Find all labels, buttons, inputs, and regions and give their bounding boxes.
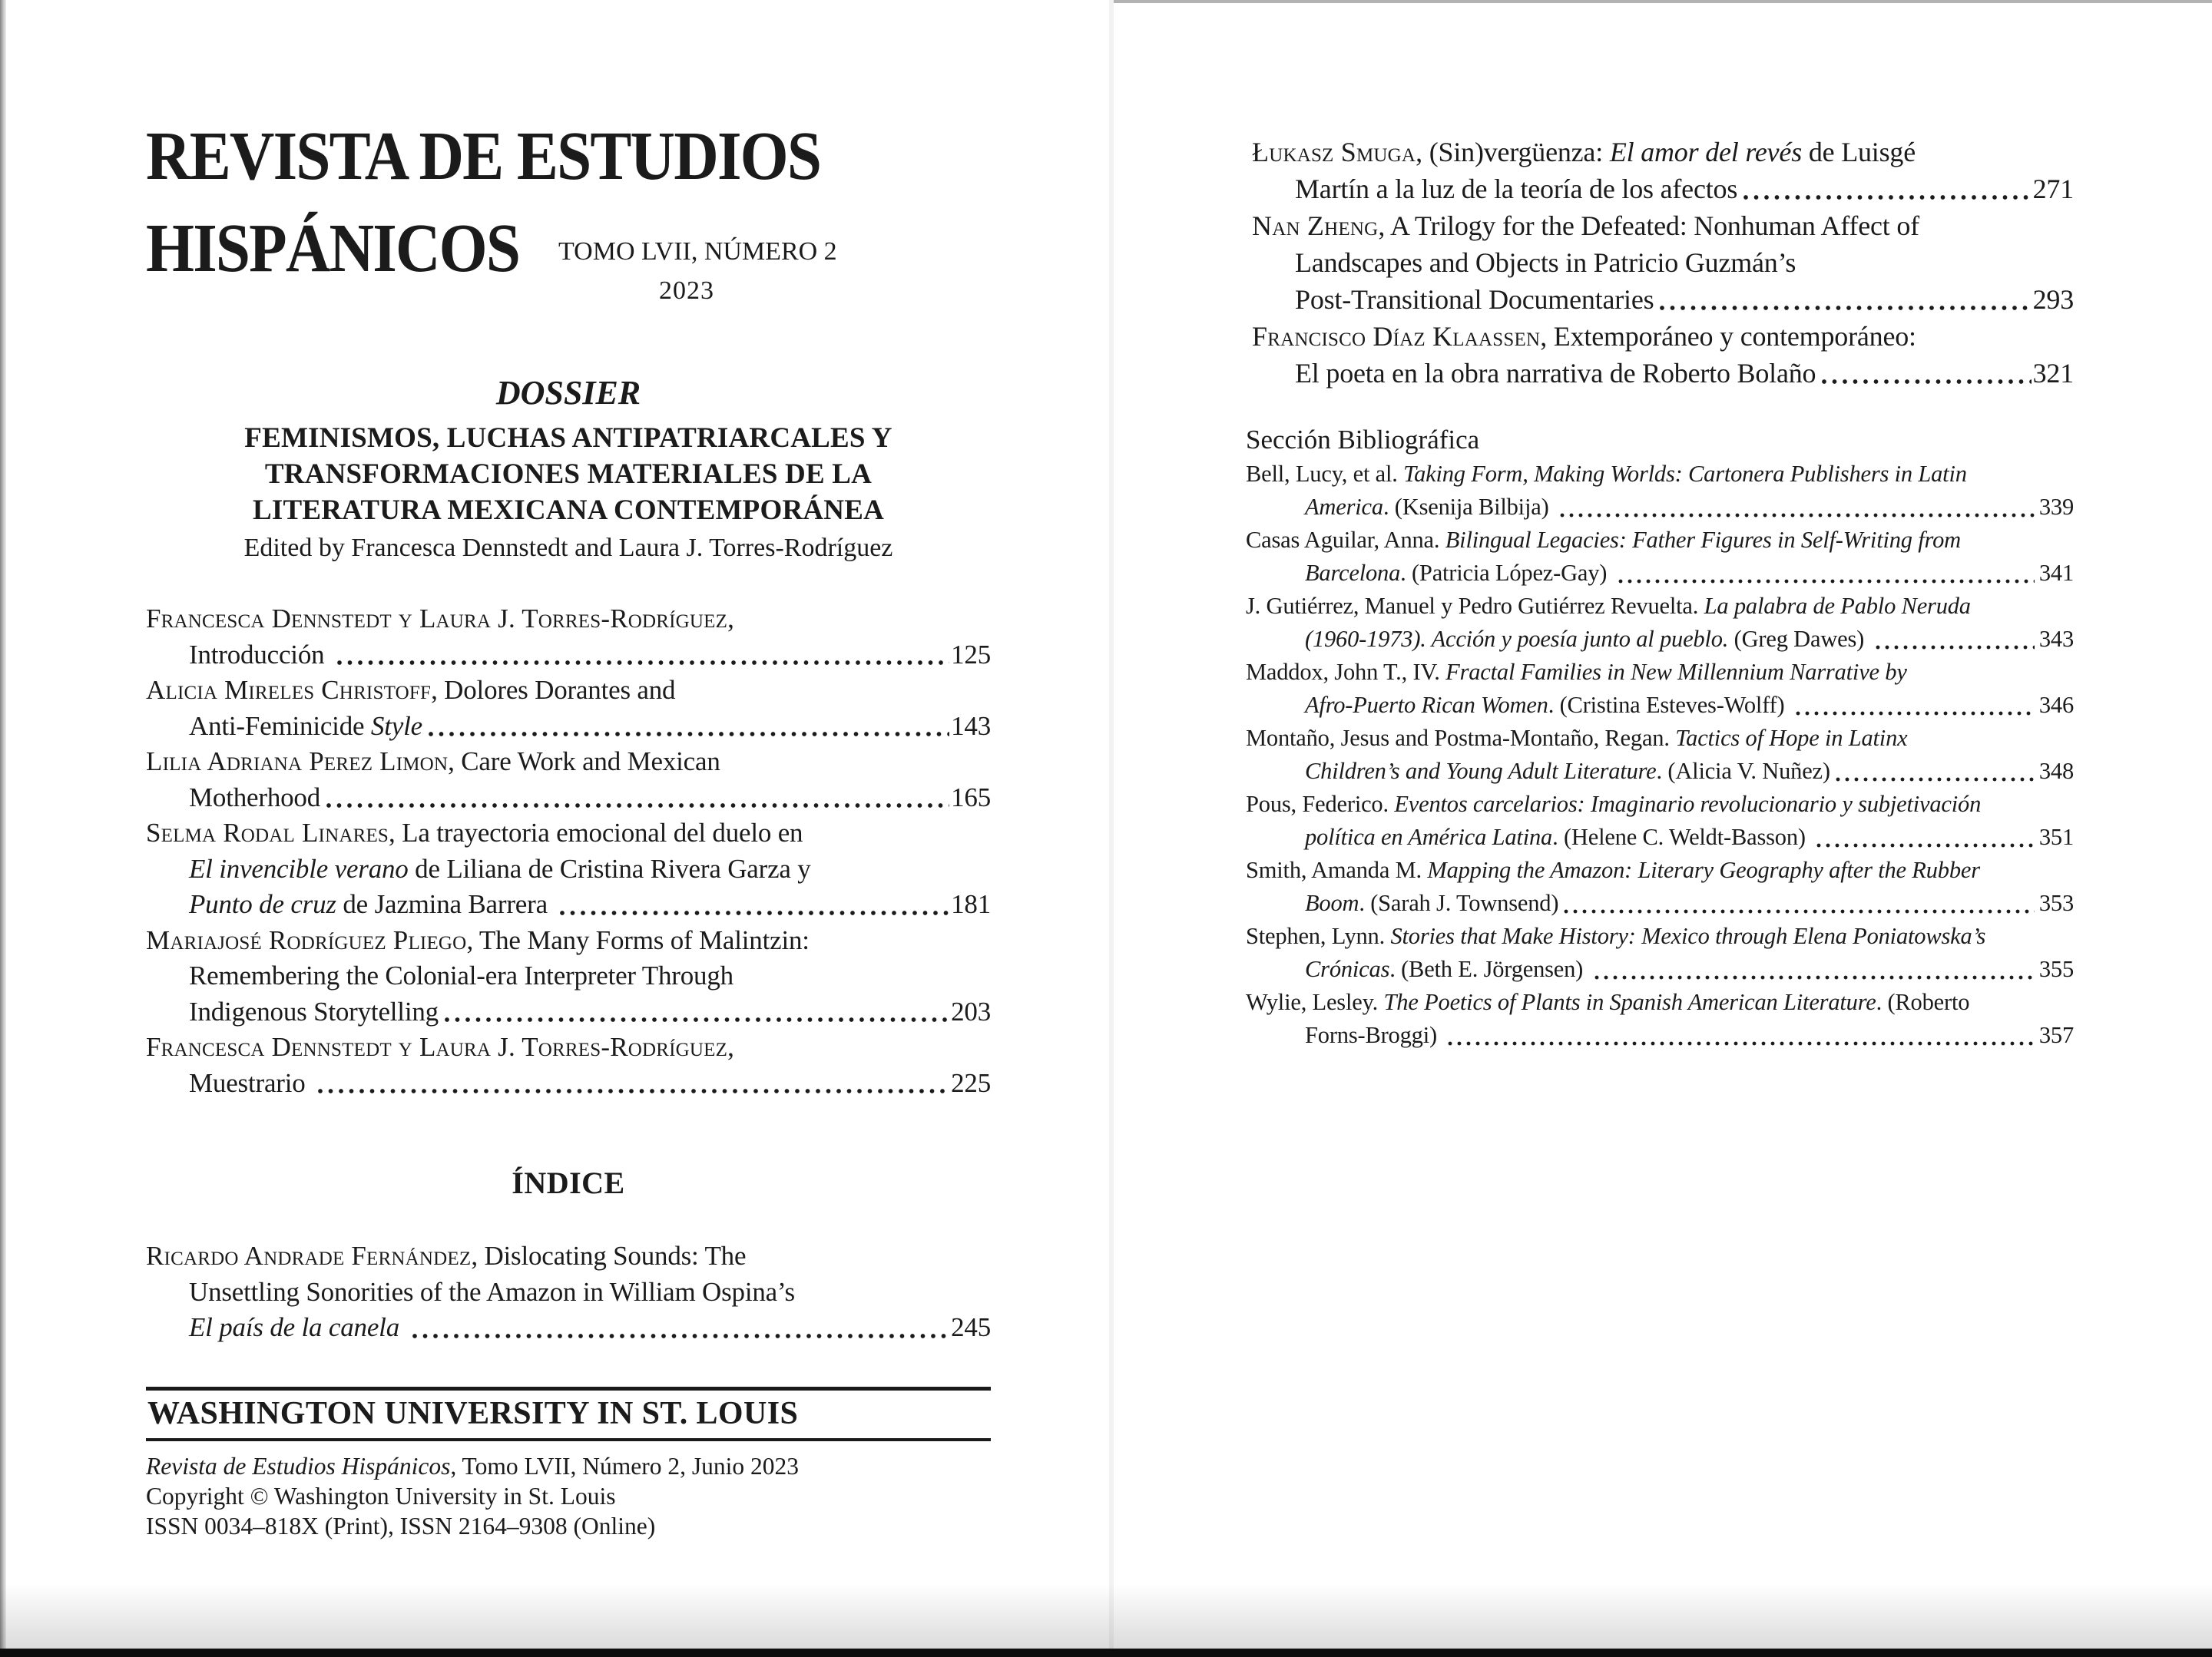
entry-text: . (Alicia V. Nuñez) [1656,758,1830,784]
right-page-top-edge [1114,0,2212,3]
page-number: 293 [2032,284,2074,315]
page-number: 357 [2038,1022,2074,1048]
entry-line [1252,281,2074,318]
dot-leader [1657,303,2031,313]
work-title: El invencible verano [189,853,409,884]
page-number: 143 [951,710,991,741]
entry-text: Post-Transitional Documentaries [1295,284,1654,315]
entry-text: Indigenous Storytelling [189,996,439,1027]
dot-leader [324,801,949,810]
entry-text: , (Sin)vergüenza: [1416,137,1610,167]
entry-text: Remembering the Colonial-era Interpreter Through [189,961,733,991]
entry-line [1246,821,2074,854]
articles-toc-list [1252,134,2074,392]
dot-leader [1794,709,2035,717]
work-title: The Poetics of Plants in Spanish American Literature [1383,989,1876,1015]
entry-text: Forns-Broggi) [1305,1022,1443,1048]
dot-leader [1874,643,2035,651]
entry-text: , The Many Forms of Malintzin: [466,924,810,955]
dot-leader [335,658,949,667]
entry-line [146,923,991,959]
dossier-editors: Edited by Francesca Dennstedt and Laura J. Torres-Rodríguez [243,533,893,562]
entry-line-text [189,994,439,1030]
dossier-heading-line: FEMINISMOS, LUCHAS ANTIPATRIARCALES Y [244,422,892,454]
entry-text: . (Helene C. Weldt-Basson) [1552,824,1812,850]
work-title: Children’s and Young Adult Literature [1305,758,1657,784]
entry-text: Casas Aguilar, Anna. [1246,527,1445,553]
journal-name-italic: Revista de Estudios Hispánicos [146,1453,451,1480]
entry-line-text [1246,722,1907,755]
page-number: 321 [2032,358,2074,389]
dot-leader [1617,577,2035,585]
toc-entry [146,923,991,1030]
entry-line-text [1246,590,1971,623]
dot-leader [1834,776,2035,783]
entry-line-text [189,709,422,745]
imprint-footer [146,1387,991,1541]
entry-line-text [1246,524,1961,557]
entry-text: , [727,1032,734,1062]
entry-line-text [189,1310,406,1346]
entry-line [146,1239,991,1275]
entry-line [1246,722,2074,755]
dot-leader [1820,377,2031,386]
entry-line [146,887,991,923]
entry-text: Wylie, Lesley. [1246,989,1384,1015]
biblio-entry [1246,854,2074,920]
entry-line [1252,207,2074,244]
entry-line [1246,491,2074,524]
work-title: Boom [1305,890,1359,916]
entry-line [146,601,991,637]
issn-line: ISSN 0034–818X (Print), ISSN 2164–9308 (Online) [146,1513,656,1540]
entry-line [1246,458,2074,491]
entry-text: (Greg Dawes) [1728,626,1870,652]
work-title: Crónicas [1305,956,1390,982]
biblio-entry [1246,788,2074,854]
entry-line [146,637,991,673]
work-title: Mapping the Amazon: Literary Geography after the Rubber [1427,857,1980,883]
work-title: Barcelona [1305,560,1401,586]
dot-leader [558,908,949,918]
entry-line [1246,920,2074,953]
work-title: Taking Form, Making Worlds: Cartonera Publishers in Latin [1403,461,1967,487]
entry-line-text [1252,318,1916,355]
dot-leader [316,1086,949,1096]
indice-heading: ÍNDICE [512,1166,625,1200]
dot-leader [1815,842,2035,849]
indice-toc-list [146,1239,991,1346]
entry-line [146,1066,991,1102]
entry-text: J. Gutiérrez, Manuel y Pedro Gutiérrez Revuelta. [1246,593,1704,619]
entry-line [1252,355,2074,392]
dossier-heading-line: TRANSFORMACIONES MATERIALES DE LA [264,458,873,490]
footer-rule-bottom [146,1438,991,1441]
entry-line [1246,854,2074,887]
work-title: El país de la canela [189,1312,406,1342]
entry-text: de Liliana de Cristina Rivera Garza y [408,853,811,884]
toc-entry [1252,318,2074,392]
entry-text: Maddox, John T., IV. [1246,659,1446,685]
entry-text: . (Roberto [1876,989,1970,1015]
work-title: La palabra de Pablo Neruda [1704,593,1971,619]
author-name: Francisco Díaz Klaassen [1252,321,1541,352]
biblio-section-heading: Sección Bibliográfica [1246,425,1480,455]
author-name: Francesca Dennstedt y Laura J. Torres-Rodríguez [146,1032,728,1062]
entry-line [1252,170,2074,207]
entry-line-text [146,673,675,709]
entry-text: de Jazmina Barrera [336,889,555,919]
left-page-edge-shadow [0,0,6,1657]
entry-line-text [146,1030,734,1066]
scan-bottom-shadow [0,1583,2212,1649]
entry-line [1246,656,2074,689]
entry-line [146,744,991,780]
entry-line-text [1295,170,1737,207]
author-name: Francesca Dennstedt y Laura J. Torres-Rodríguez [146,604,728,633]
entry-line-text [1305,1019,1442,1052]
journal-citation-rest: , Tomo LVII, Número 2, Junio 2023 [450,1453,800,1480]
entry-line [146,1030,991,1066]
page-number: 203 [951,996,991,1027]
entry-text: Landscapes and Objects in Patricio Guzmán’s [1295,247,1796,278]
entry-text: Motherhood [189,782,321,812]
journal-citation-line [146,1451,991,1481]
scan-bottom-bar [0,1649,2212,1657]
entry-line-text [146,1239,746,1275]
dossier-heading-line: LITERATURA MEXICANA CONTEMPORÁNEA [252,494,885,526]
page-number: 165 [951,782,991,812]
dot-leader [426,729,949,739]
entry-text: . (Sarah J. Townsend) [1359,890,1559,916]
entry-line-text [1246,920,1985,953]
entry-text: , Dolores Dorantes and [431,675,676,705]
journal-title-line2: HISPÁNICOS [146,210,520,286]
page-number: 339 [2038,494,2074,520]
biblio-entry [1246,590,2074,656]
dot-leader [1593,974,2035,981]
toc-entry [146,673,991,744]
entry-line [1252,318,2074,355]
entry-line [1252,134,2074,170]
work-title: Fractal Families in New Millennium Narrative by [1445,659,1907,685]
entry-line [146,958,991,994]
page-number: 271 [2032,174,2074,204]
entry-line-text [189,887,554,923]
entry-text: . (Beth E. Jörgensen) [1389,956,1589,982]
dossier-toc-list [146,601,991,1101]
entry-line-text [189,780,320,816]
toc-entry [146,1239,991,1346]
entry-line-text [189,637,331,673]
entry-line-text [1246,656,1907,689]
entry-text: , A Trilogy for the Defeated: Nonhuman Affect of [1378,210,1919,241]
entry-text: Introducción [189,639,331,670]
biblio-entry [1246,986,2074,1052]
entry-text: Stephen, Lynn. [1246,923,1391,949]
entry-line-text [189,852,811,888]
entry-line-text [1305,821,1811,854]
work-title: Afro-Puerto Rican Women [1305,692,1548,718]
entry-line [146,709,991,745]
page-number: 181 [951,889,991,919]
page-right [1114,0,2212,1657]
author-name: Alicia Mireles Christoff [146,675,432,705]
entry-line-text [146,601,734,637]
entry-line-text [1295,355,1816,392]
dot-leader [1558,511,2035,519]
entry-line [146,780,991,816]
page-number: 225 [951,1067,991,1098]
biblio-entries-list [1246,458,2074,1052]
entry-line [146,1310,991,1346]
entry-text: Muestrario [189,1067,313,1098]
dossier-heading [146,420,991,528]
entry-line [1246,689,2074,722]
entry-text: . (Cristina Esteves-Wolff) [1548,692,1790,718]
biblio-entry [1246,524,2074,590]
entry-text: de Luisgé [1802,137,1916,167]
university-name: WASHINGTON UNIVERSITY IN ST. LOUIS [147,1396,799,1431]
entry-line-text [189,1275,795,1311]
page-number: 245 [951,1312,991,1342]
issue-label: TOMO LVII, NÚMERO 2 [558,237,837,266]
entry-line [1246,887,2074,920]
entry-line-text [1246,458,1967,491]
entry-line-text [1252,134,1916,170]
entry-line-text [1252,207,1919,244]
entry-line [1246,788,2074,821]
entry-text: Bell, Lucy, et al. [1246,461,1404,487]
work-title: política en América Latina [1305,824,1553,850]
entry-line-text [1246,986,1969,1019]
page-number: 343 [2038,626,2074,652]
biblio-entry [1246,458,2074,524]
work-title: Punto de cruz [189,889,336,919]
entry-line [1246,623,2074,656]
biblio-entry [1246,920,2074,986]
author-name: Ricardo Andrade Fernández [146,1241,472,1271]
entry-line [1252,244,2074,281]
entry-line-text [1305,953,1589,986]
toc-entry [1252,207,2074,318]
toc-entry [146,601,991,673]
work-title: Bilingual Legacies: Father Figures in Self-Writing from [1445,527,1961,553]
dot-leader [1741,193,2031,202]
work-title: El amor del revés [1609,137,1803,167]
entry-text: , Dislocating Sounds: The [471,1241,747,1271]
author-name: Lilia Adriana Perez Limon [146,746,449,776]
entry-line-text [1246,788,1981,821]
dot-leader [1446,1040,2034,1047]
entry-line-text [1305,623,1870,656]
entry-text: , La trayectoria emocional del duelo en [389,818,803,848]
author-name: Nan Zheng [1252,210,1379,241]
entry-text: Smith, Amanda M. [1246,857,1428,883]
page-number: 348 [2038,758,2074,784]
entry-line [1246,557,2074,590]
entry-line [1246,953,2074,986]
work-title: Style [370,710,422,741]
entry-line-text [1305,755,1830,788]
entry-line [1246,524,2074,557]
entry-line [146,1275,991,1311]
toc-entry [146,744,991,815]
dot-leader [410,1331,950,1341]
entry-text: Unsettling Sonorities of the Amazon in William Ospina’s [189,1276,795,1307]
colophon [146,1451,991,1541]
work-title: Tactics of Hope in Latinx [1675,725,1908,751]
page-number: 346 [2038,692,2074,718]
issue-year: 2023 [659,276,714,305]
work-title: Eventos carcelarios: Imaginario revolucionario y subjetivación [1394,791,1982,817]
entry-text: . (Patricia López-Gay) [1400,560,1613,586]
author-name: Łukasz Smuga [1252,137,1416,167]
entry-line-text [1305,887,1558,920]
entry-line [1246,590,2074,623]
author-name: Selma Rodal Linares [146,818,389,848]
entry-line [146,673,991,709]
toc-entry [146,1030,991,1101]
entry-text: Martín a la luz de la teoría de los afectos [1295,174,1738,204]
entry-line-text [1305,491,1555,524]
page-number: 125 [951,639,991,670]
entry-line [146,852,991,888]
dot-leader [442,1015,949,1024]
entry-line-text [1305,557,1613,590]
entry-line-text [146,815,803,852]
entry-text: , Care Work and Mexican [448,746,720,776]
entry-text: . (Ksenija Bilbija) [1382,494,1555,520]
dot-leader [1562,908,2035,915]
page-number: 351 [2038,824,2074,850]
page-number: 355 [2038,956,2074,982]
entry-text: , Extemporáneo y contemporáneo: [1540,321,1916,352]
dossier-label: DOSSIER [495,374,641,412]
entry-text: Anti-Feminicide [189,710,371,741]
entry-line-text [146,744,720,780]
entry-line-text [1246,854,1980,887]
entry-line [1246,755,2074,788]
entry-line-text [1295,281,1654,318]
work-title: (1960-1973). Acción y poesía junto al pueblo. [1305,626,1729,652]
page-number: 341 [2038,560,2074,586]
entry-line-text [189,958,733,994]
entry-line-text [1305,689,1790,722]
entry-text: , [727,604,734,633]
journal-title-line1: REVISTA DE ESTUDIOS [146,118,821,194]
entry-line-text [1295,244,1796,281]
entry-line [1246,1019,2074,1052]
entry-line [146,994,991,1030]
entry-text: El poeta en la obra narrativa de Roberto Bolaño [1295,358,1816,389]
entry-line [1246,986,2074,1019]
copyright-line: Copyright © Washington University in St. Louis [146,1483,616,1510]
entry-line-text [146,923,810,959]
biblio-entry [1246,722,2074,788]
entry-line-text [189,1066,312,1102]
toc-entry [146,815,991,923]
biblio-entry [1246,656,2074,722]
author-name: Mariajosé Rodríguez Pliego [146,924,467,955]
entry-line [146,815,991,852]
dossier-section [146,373,991,566]
page-number: 353 [2038,890,2074,916]
toc-entry [1252,134,2074,207]
entry-text: Montaño, Jesus and Postma-Montaño, Regan. [1246,725,1676,751]
work-title: America [1305,494,1383,520]
entry-text: Pous, Federico. [1246,791,1395,817]
work-title: Stories that Make History: Mexico through Elena Poniatowska’s [1390,923,1986,949]
